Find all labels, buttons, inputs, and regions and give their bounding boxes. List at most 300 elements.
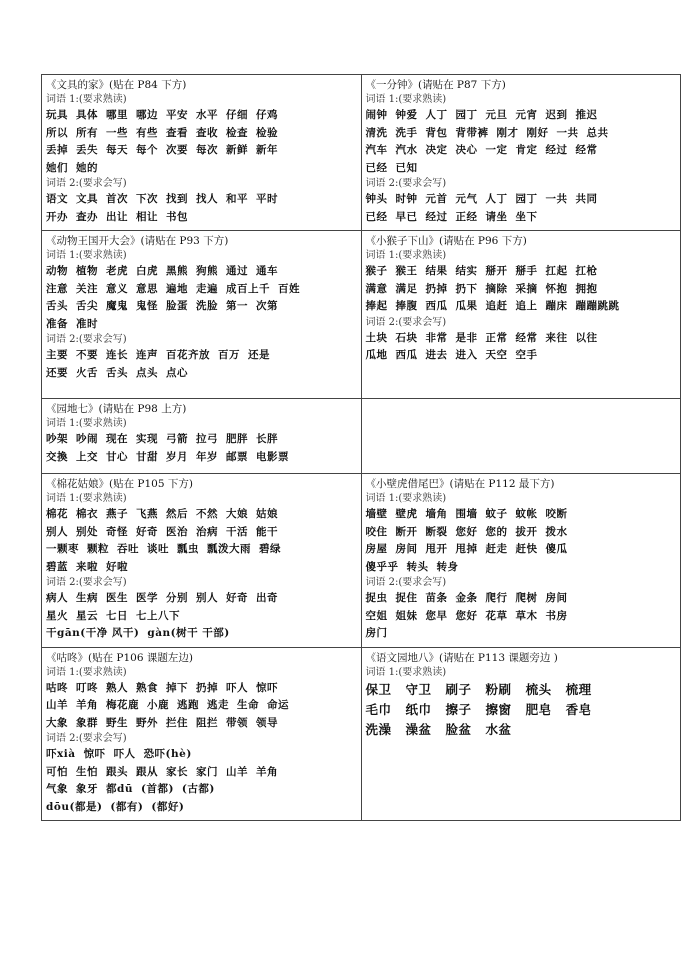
word-line (366, 107, 677, 125)
vocab-word: 星云 (76, 609, 98, 622)
vocab-word: 壁虎 (395, 508, 418, 520)
vocab-word: 一共 (545, 193, 568, 205)
vocab-word: 狗熊 (196, 265, 218, 277)
vocab-word: 交換 (46, 450, 68, 463)
vocab-word: 次要 (166, 144, 188, 156)
vocab-word: 元宵 (515, 109, 538, 121)
vocab-word: 一共 (556, 126, 579, 139)
vocab-word: 平时 (256, 193, 278, 205)
lesson-title: 《棉花姑娘》(贴在 P105 下方) (46, 478, 193, 490)
vocab-word: 上交 (76, 450, 98, 463)
word-group-label: 词语 2:(要求会写) (365, 316, 447, 328)
vocab-word: 仔鸡 (256, 109, 278, 121)
vocab-word: 电影票 (256, 450, 289, 463)
word-group-label: 词语 2:(要求会写) (365, 178, 447, 189)
vocab-word: 别人 (196, 592, 218, 604)
word-line (366, 590, 677, 608)
vocab-word: 总共 (586, 126, 609, 139)
vocab-word: 草木 (515, 609, 538, 622)
lesson-row (42, 75, 681, 231)
word-line (46, 625, 357, 643)
vocab-word: 香皂 (565, 701, 592, 717)
vocab-word: 医学 (136, 592, 158, 604)
word-line (366, 608, 677, 626)
vocab-word: 所有 (76, 126, 98, 139)
vocab-word: 追上 (515, 300, 538, 312)
vocab-word: 姑娘 (256, 508, 278, 520)
vocab-word: 丢失 (76, 144, 98, 156)
vocab-word: 实现 (136, 433, 158, 445)
word-line (46, 125, 357, 143)
vocab-word: 西瓜 (425, 300, 448, 312)
vocab-word: 飞燕 (136, 508, 158, 520)
vocab-word: 梳头 (525, 681, 552, 697)
word-line (366, 700, 677, 720)
vocab-word: 颗粒 (87, 543, 109, 555)
vocab-word: 元气 (455, 193, 478, 205)
vocab-word: 领导 (256, 716, 278, 729)
word-line (366, 680, 677, 700)
vocab-word: 可怕 (46, 765, 68, 778)
vocab-word: 不然 (196, 508, 218, 520)
vocab-word: 岁月 (166, 450, 188, 463)
word-line (366, 298, 677, 316)
vocab-word: 瓢泼大雨 (207, 543, 251, 555)
vocab-word: 舌尖 (76, 300, 98, 312)
vocab-word: 文具 (76, 193, 98, 205)
word-line (46, 506, 357, 524)
vocab-word: 满意 (365, 282, 388, 295)
vocab-word: 检查 (226, 126, 248, 139)
vocab-word: 傻瓜 (545, 543, 568, 555)
vocab-word: 哪边 (136, 109, 158, 121)
vocab-word: 扔掉 (196, 681, 218, 694)
vocab-word: 扔掉 (425, 282, 448, 295)
vocab-word: 医生 (106, 592, 128, 604)
vocab-word: 七日 (106, 609, 128, 622)
vocab-word: 空姐 (365, 609, 388, 622)
lesson-cell (42, 399, 362, 474)
word-line (46, 590, 357, 608)
vocab-word: 瓢虫 (177, 543, 199, 555)
vocab-word: 吓人 (226, 681, 248, 694)
vocab-word: 跟从 (136, 765, 158, 778)
vocab-word: 吞吐 (117, 543, 139, 555)
vocab-word: 刚好 (526, 126, 549, 139)
vocab-word: 山羊 (226, 765, 248, 778)
vocab-word: 出让 (106, 210, 128, 223)
word-line (366, 720, 677, 740)
vocab-word: 通过 (226, 265, 248, 277)
vocab-word: 已经 (365, 161, 388, 174)
vocab-word: 棉花 (46, 508, 68, 520)
word-group-label: 词语 1:(要求熟读) (46, 94, 127, 105)
vocab-word: 已知 (395, 161, 418, 174)
vocab-word: 现在 (106, 433, 128, 445)
word-line (366, 559, 677, 577)
vocab-word: 吓人 (113, 748, 136, 760)
word-line (366, 541, 677, 559)
vocab-word: 带领 (226, 716, 248, 729)
vocab-word: 别人 (46, 525, 68, 538)
vocab-word: 火舌 (76, 366, 98, 379)
vocab-word: 苗条 (425, 592, 448, 604)
vocab-word: 房间 (395, 543, 418, 555)
vocab-word: 擦窗 (485, 701, 512, 717)
vocab-word: 干gān(干净 风干) (46, 627, 140, 639)
vocab-word: 查收 (196, 126, 218, 139)
lesson-cell (361, 474, 681, 648)
vocab-word: 干活 (226, 525, 248, 538)
vocab-word: 墙壁 (365, 508, 388, 520)
vocab-word: 扔下 (455, 282, 478, 295)
vocab-word: 羊角 (76, 699, 98, 711)
vocab-word: 还要 (46, 366, 68, 379)
word-line (46, 764, 357, 782)
lesson-row (42, 647, 681, 821)
vocab-word: 咕咚 (46, 681, 68, 694)
vocab-word: 羊角 (256, 765, 278, 778)
word-line (366, 524, 677, 542)
vocab-word: 猴子 (365, 265, 388, 277)
word-group-label: 词语 1:(要求熟读) (46, 418, 127, 429)
vocab-word: 准时 (76, 317, 98, 330)
word-group-label: 词语 1:(要求熟读) (365, 666, 447, 678)
vocab-word: 早已 (395, 210, 418, 223)
vocab-word: 下次 (136, 193, 158, 205)
word-line (46, 316, 357, 334)
vocab-word: 粉刷 (485, 681, 512, 697)
lesson-cell (361, 231, 681, 399)
vocab-word: 白虎 (136, 265, 158, 277)
vocab-word: 吵架 (46, 433, 68, 445)
vocab-word: 开办 (46, 210, 68, 223)
word-line (46, 191, 357, 209)
vocab-word: 决心 (455, 144, 478, 156)
vocab-word: 猴王 (395, 265, 418, 277)
vocab-word: 园丁 (515, 193, 538, 205)
vocab-word: 捧起 (365, 300, 388, 312)
word-line (366, 125, 677, 143)
vocab-word: 汽车 (365, 144, 388, 156)
vocab-word: 野生 (106, 716, 128, 729)
vocab-word: 好啦 (106, 560, 128, 573)
word-group-label: 词语 2:(要求会写) (46, 577, 127, 588)
vocab-word: 咬断 (545, 508, 568, 520)
vocab-word: 经常 (515, 331, 538, 344)
vocab-word: 连长 (106, 349, 128, 361)
vocab-word: 书包 (166, 210, 188, 223)
vocab-word: 澡盆 (405, 721, 432, 737)
vocab-word: 人丁 (425, 109, 448, 121)
vocab-word: 您的 (485, 525, 508, 538)
word-line (46, 209, 357, 227)
vocab-word: 经过 (545, 144, 568, 156)
vocab-word: 吓xià (46, 748, 76, 760)
vocab-word: 以往 (575, 331, 598, 344)
vocab-word: 出奇 (256, 592, 278, 604)
word-line (46, 559, 357, 577)
vocab-word: 爬行 (485, 592, 508, 604)
vocab-word: 象群 (76, 716, 98, 729)
vocab-word: 采摘 (515, 282, 538, 295)
vocab-word: 丢掉 (46, 144, 68, 156)
word-line (366, 330, 677, 348)
vocab-word: 熟人 (106, 681, 128, 694)
vocab-word: 平安 (166, 109, 188, 121)
vocab-word: 天空 (485, 349, 508, 361)
word-line (46, 799, 357, 817)
vocab-word: 首次 (106, 193, 128, 205)
lesson-row (42, 399, 681, 474)
vocab-word: 已经 (365, 210, 388, 223)
vocab-word: 房门 (365, 627, 388, 639)
vocab-word: 刚才 (496, 126, 519, 139)
vocab-word: 新年 (256, 144, 278, 156)
vocab-word: 西瓜 (395, 349, 418, 361)
vocab-word: 还是 (248, 349, 270, 361)
lesson-title: 《园地七》(请贴在 P98 上方) (46, 403, 187, 415)
vocab-word: 摘除 (485, 282, 508, 295)
vocab-word: 仔细 (226, 109, 248, 121)
vocab-word: 您早 (425, 609, 448, 622)
vocab-word: 元首 (425, 193, 448, 205)
vocab-word: 点心 (166, 366, 188, 379)
vocab-word: 和平 (226, 193, 248, 205)
vocab-word: 转身 (436, 560, 459, 573)
vocab-word: 吵闹 (76, 433, 98, 445)
word-group-label: 词语 1:(要求熟读) (46, 250, 127, 261)
vocab-word: 哪里 (106, 109, 128, 121)
vocab-word: 空手 (515, 349, 538, 361)
vocab-word: 查看 (166, 126, 188, 139)
word-line (366, 281, 677, 299)
vocab-word: 掉下 (166, 681, 188, 694)
vocab-word: 弓箭 (166, 433, 188, 445)
vocab-word: 百花齐放 (166, 349, 210, 361)
vocab-word: 非常 (425, 331, 448, 344)
vocab-word: 棉衣 (76, 508, 98, 520)
vocab-word: 钟头 (365, 193, 388, 205)
lesson-cell (42, 231, 362, 399)
vocab-word: 所以 (46, 126, 68, 139)
vocab-word: 捉虫 (365, 592, 388, 604)
word-line (46, 608, 357, 626)
lesson-title: 《咕咚》(贴在 P106 课题左边) (46, 651, 193, 664)
vocab-word: 背包 (425, 126, 448, 139)
vocab-word: 家长 (166, 765, 188, 778)
vocab-word: (都有) (110, 800, 144, 813)
vocab-word: 星火 (46, 609, 68, 622)
vocab-word: 准备 (46, 317, 68, 330)
vocab-word: 分别 (166, 592, 188, 604)
vocab-word: 百万 (218, 349, 240, 361)
vocab-word: 姐妹 (395, 609, 418, 622)
word-line (46, 347, 357, 365)
vocab-word: 房屋 (365, 543, 388, 555)
vocab-word: 一些 (106, 126, 128, 139)
vocab-word: 叮咚 (76, 681, 98, 694)
vocab-word: 断裂 (425, 525, 448, 538)
vocab-word: 梅花鹿 (106, 699, 139, 711)
vocab-word: 断开 (395, 525, 418, 538)
vocab-word: 生命 (237, 699, 259, 711)
vocab-word: 纸巾 (405, 701, 432, 717)
word-group-label: 词语 2:(要求会写) (365, 577, 447, 588)
vocab-word: 一颗枣 (46, 543, 79, 555)
vocab-word: 成百上千 (226, 282, 270, 295)
vocab-word: 迟到 (545, 109, 568, 121)
vocab-word: 关注 (76, 282, 98, 295)
vocab-word: 脸蛋 (166, 300, 188, 312)
word-group-label: 词语 2:(要求会写) (46, 178, 127, 189)
vocab-word: 进入 (455, 349, 478, 361)
word-line (46, 781, 357, 799)
vocab-word: 正常 (485, 331, 508, 344)
vocab-word: 主要 (46, 349, 68, 361)
vocab-word: 病人 (46, 592, 68, 604)
vocab-word: 土块 (365, 331, 388, 344)
word-line (366, 263, 677, 281)
vocab-word: 相让 (136, 210, 158, 223)
word-line (366, 347, 677, 365)
lesson-cell (42, 474, 362, 648)
vocab-word: 检验 (256, 126, 278, 139)
vocab-word: 碧蓝 (46, 560, 68, 573)
vocab-word: 爬树 (515, 592, 538, 604)
lesson-cell (42, 75, 362, 231)
vocab-word: 次第 (256, 300, 278, 312)
vocab-word: 洗手 (395, 126, 418, 139)
vocab-word: 阻拦 (196, 716, 218, 729)
vocab-word: 肥皂 (525, 701, 552, 717)
vocab-word: 赶快 (515, 543, 538, 555)
vocab-word: 您好 (455, 525, 478, 538)
word-line (46, 431, 357, 449)
vocab-word: 她们 (46, 161, 68, 174)
vocab-word: 扛起 (545, 265, 568, 277)
vocab-word: 元旦 (485, 109, 508, 121)
word-line (46, 524, 357, 542)
vocab-word: 她的 (76, 161, 98, 174)
vocab-word: 脸盆 (445, 721, 472, 737)
vocab-word: 花草 (485, 609, 508, 622)
vocab-word: 老虎 (106, 265, 128, 277)
vocab-word: 家门 (196, 765, 218, 778)
vocab-word: 每天 (106, 144, 128, 156)
vocab-word: 水盆 (485, 721, 512, 737)
vocab-word: 瓜果 (455, 300, 478, 312)
vocab-word: 有些 (136, 126, 158, 139)
vocab-word: 决定 (425, 144, 448, 156)
vocab-word: 找人 (196, 193, 218, 205)
vocab-word: 注意 (46, 282, 68, 295)
vocab-word: 蹦蹦跳跳 (575, 300, 620, 312)
vocab-word: 掰开 (485, 265, 508, 277)
vocab-word: 墙角 (425, 508, 448, 520)
vocab-word: 蚊帐 (515, 508, 538, 520)
vocab-word: 背带裤 (455, 126, 489, 139)
lesson-cell (42, 647, 362, 821)
vocab-word: 推迟 (575, 109, 598, 121)
vocab-word: 都dū (106, 783, 133, 795)
word-line (366, 160, 677, 178)
vocab-word: 气象 (46, 783, 68, 795)
vocab-word: 请坐 (485, 210, 508, 223)
vocab-word: 连声 (136, 349, 158, 361)
vocab-word: 书房 (545, 609, 568, 622)
vocab-word: 人丁 (485, 193, 508, 205)
vocab-word: (古都) (181, 783, 215, 795)
vocab-word: 恐吓(hè) (143, 748, 192, 760)
lesson-title: 《文具的家》(贴在 P84 下方) (46, 79, 187, 91)
vocab-word: 生怕 (76, 765, 98, 778)
vocab-word: 熟食 (136, 681, 158, 694)
word-line (46, 107, 357, 125)
vocab-word: 然后 (166, 508, 188, 520)
lesson-row (42, 474, 681, 648)
vocab-word: 魔鬼 (106, 300, 128, 312)
lesson-cell (361, 647, 681, 821)
word-line (46, 263, 357, 281)
vocab-word: 鬼怪 (136, 300, 158, 312)
word-line (46, 365, 357, 383)
word-line (46, 298, 357, 316)
vocab-word: 傻乎乎 (365, 560, 399, 573)
vocab-word: 经过 (425, 210, 448, 223)
vocab-word: 转头 (406, 560, 429, 573)
word-line (46, 160, 357, 178)
vocab-word: 洗脸 (196, 300, 218, 312)
word-group-label: 词语 2:(要求会写) (46, 733, 127, 744)
vocab-word: 怀抱 (545, 282, 568, 295)
word-line (46, 746, 357, 764)
vocab-word: 来往 (545, 331, 568, 344)
vocab-word: 咬住 (365, 525, 388, 538)
vocab-word: 点头 (136, 366, 158, 379)
vocab-word: 查办 (76, 210, 98, 223)
word-group-label: 词语 1:(要求熟读) (46, 493, 127, 504)
word-line (46, 281, 357, 299)
lesson-cell (361, 75, 681, 231)
vocab-word: 园丁 (455, 109, 478, 121)
vocab-word: 动物 (46, 265, 68, 277)
vocab-word: 逃走 (207, 699, 229, 711)
vocab-word: 大娘 (226, 508, 248, 520)
vocab-word: 惊吓 (256, 681, 278, 694)
vocab-word: 甩掉 (455, 543, 478, 555)
word-group-label: 词语 1:(要求熟读) (365, 94, 447, 105)
vocab-word: 每次 (196, 144, 218, 156)
vocab-word: 找到 (166, 193, 188, 205)
vocab-word: 谈吐 (147, 543, 169, 555)
vocab-word: 洗澡 (365, 721, 392, 737)
vocab-word: 清洗 (365, 126, 388, 139)
vocab-word: 坐下 (515, 210, 538, 223)
vocab-word: 大象 (46, 716, 68, 729)
word-line (46, 680, 357, 698)
vocab-word: 拥抱 (575, 282, 598, 295)
vocab-word: 植物 (76, 265, 98, 277)
vocab-word: 生病 (76, 592, 98, 604)
vocab-word: 好奇 (136, 525, 158, 538)
word-group-label: 词语 1:(要求熟读) (365, 493, 447, 504)
vocab-word: 野外 (136, 716, 158, 729)
vocab-word: 小鹿 (147, 699, 169, 711)
word-line (46, 142, 357, 160)
vocab-word: 进去 (425, 349, 448, 361)
lesson-title: 《动物王国开大会》(请贴在 P93 下方) (46, 235, 229, 247)
